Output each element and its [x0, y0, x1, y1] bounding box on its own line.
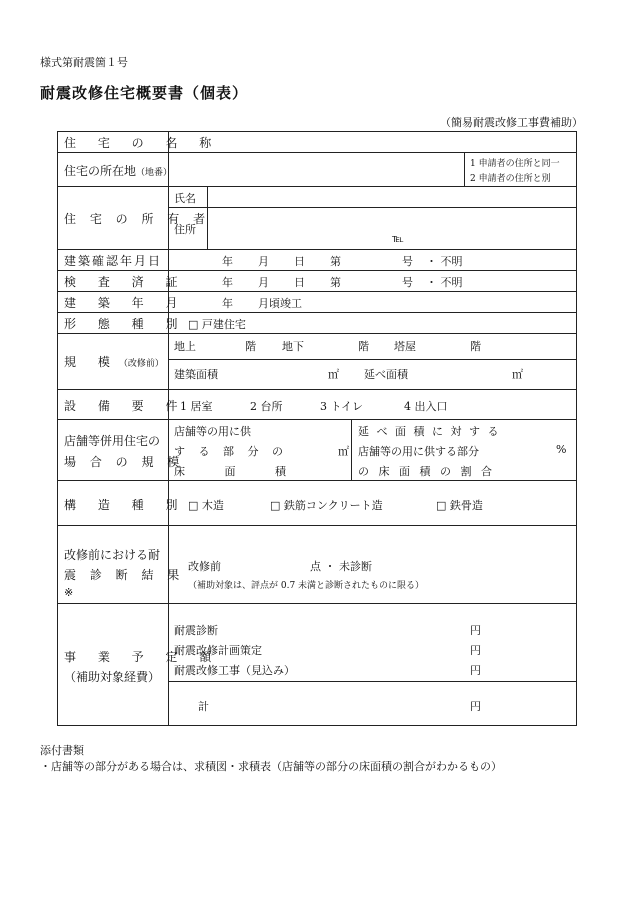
built-year: 年	[222, 297, 233, 310]
equip-kitchen[interactable]: 2 台所	[250, 400, 283, 413]
owner-name-field[interactable]	[212, 189, 572, 205]
label-cost-1: 事 業 予 定 額	[64, 650, 221, 664]
subtitle: （簡易耐震改修工事費補助）	[440, 116, 583, 129]
struct-wood-checkbox[interactable]: □ 木造	[188, 499, 224, 512]
address-option-same[interactable]: 1 申請者の住所と同一	[470, 159, 560, 169]
label-shop-2: 場 合 の 規 模	[64, 455, 185, 469]
scale-area-unit: ㎡	[328, 368, 339, 381]
inspect-day: 日	[294, 276, 305, 289]
shop-right-3: の 床 面 積 の 割 合	[358, 465, 495, 478]
inspect-year: 年	[222, 276, 233, 289]
owner-address-label: 住所	[174, 223, 196, 236]
label-equipment: 設 備 要 件	[64, 399, 187, 413]
label-house-name: 住 宅 の 名 称	[64, 136, 221, 150]
owner-name-label: 氏名	[174, 192, 196, 205]
shop-left-2: す る 部 分 の	[174, 445, 288, 458]
struct-rc-checkbox[interactable]: □ 鉄筋コンクリート造	[270, 499, 383, 512]
label-shop-1: 店舗等併用住宅の	[64, 434, 161, 448]
label-scale: 規 模（改修前）	[64, 355, 164, 369]
label-cost-2: （補助対象経費）	[64, 670, 161, 684]
cost-total-yen: 円	[470, 700, 481, 713]
form-detached-checkbox[interactable]: □ 戸建住宅	[188, 318, 246, 331]
confirm-no: 第	[330, 255, 341, 268]
label-diagnosis-2: 震 診 断 結 果	[64, 568, 185, 582]
label-built: 建 築 年 月	[64, 296, 187, 310]
equip-room[interactable]: 1 居室	[180, 400, 213, 413]
cost-plan-label: 耐震改修計画策定	[174, 644, 262, 657]
confirm-month: 月	[258, 255, 269, 268]
struct-steel-checkbox[interactable]: □ 鉄骨造	[436, 499, 483, 512]
shop-area-unit: ㎡	[338, 445, 349, 458]
scale-above-label: 地上	[174, 340, 196, 353]
label-diagnosis-note-mark: ※	[64, 586, 74, 599]
inspect-unknown[interactable]: ・ 不明	[426, 276, 463, 289]
equip-entrance[interactable]: 4 出入口	[404, 400, 448, 413]
shop-left-3: 床 面 積	[174, 465, 304, 478]
page-title: 耐震改修住宅概要書（個表）	[40, 84, 249, 102]
shop-right-2: 店舗等の用に供する部分	[358, 445, 479, 458]
shop-left-1: 店舗等の用に供	[174, 425, 251, 438]
scale-below-label: 地下	[282, 340, 304, 353]
confirm-go: 号	[402, 255, 413, 268]
equip-toilet[interactable]: 3 トイレ	[320, 400, 363, 413]
shop-right-1: 延 べ 面 積 に 対 す る	[358, 425, 501, 438]
scale-floor-3: 階	[470, 340, 481, 353]
cost-diagnosis-yen: 円	[470, 624, 481, 637]
label-structure: 構 造 種 別	[64, 498, 187, 512]
cost-total-label: 計	[198, 700, 209, 713]
attachments-text: ・店舗等の部分がある場合は、求積図・求積表（店舗等の部分の床面積の割合がわかるもの）	[40, 760, 502, 773]
built-month: 月頃竣工	[258, 297, 302, 310]
telephone-icon: ℡	[392, 232, 404, 245]
label-confirm-date: 建築確認年月日	[64, 254, 163, 268]
confirm-unknown[interactable]: ・ 不明	[426, 255, 463, 268]
inspect-month: 月	[258, 276, 269, 289]
form-number: 様式第耐震箇１号	[40, 56, 128, 69]
scale-total-label: 延べ面積	[364, 368, 408, 381]
house-address-field[interactable]	[172, 155, 460, 183]
scale-floor-1: 階	[245, 340, 256, 353]
shop-percent-unit: %	[556, 443, 567, 456]
cost-work-label: 耐震改修工事（見込み）	[174, 664, 295, 677]
cost-diagnosis-label: 耐震診断	[174, 624, 218, 637]
scale-area-label: 建築面積	[174, 368, 218, 381]
inspect-no: 第	[330, 276, 341, 289]
cost-plan-yen: 円	[470, 644, 481, 657]
scale-tower-label: 塔屋	[394, 340, 416, 353]
diag-note: （補助対象は、評点が 0.7 未満と診断されたものに限る）	[188, 581, 425, 591]
label-inspection: 検 査 済 証	[64, 275, 187, 289]
address-option-different[interactable]: 2 申請者の住所と別	[470, 174, 551, 184]
diag-before-label: 改修前	[188, 560, 221, 573]
scale-total-unit: ㎡	[512, 368, 523, 381]
scale-floor-2: 階	[358, 340, 369, 353]
confirm-day: 日	[294, 255, 305, 268]
label-house-address: 住宅の所在地（地番）	[64, 164, 173, 178]
house-name-field[interactable]	[172, 133, 572, 151]
diag-point-label: 点 ・ 未診断	[310, 560, 372, 573]
label-diagnosis-1: 改修前における耐	[64, 548, 161, 562]
inspect-go: 号	[402, 276, 413, 289]
attachments-label: 添付書類	[40, 744, 84, 757]
cost-work-yen: 円	[470, 664, 481, 677]
confirm-year: 年	[222, 255, 233, 268]
label-form-type: 形 態 種 別	[64, 317, 187, 331]
label-owner: 住 宅 の 所 有 者	[64, 212, 211, 226]
